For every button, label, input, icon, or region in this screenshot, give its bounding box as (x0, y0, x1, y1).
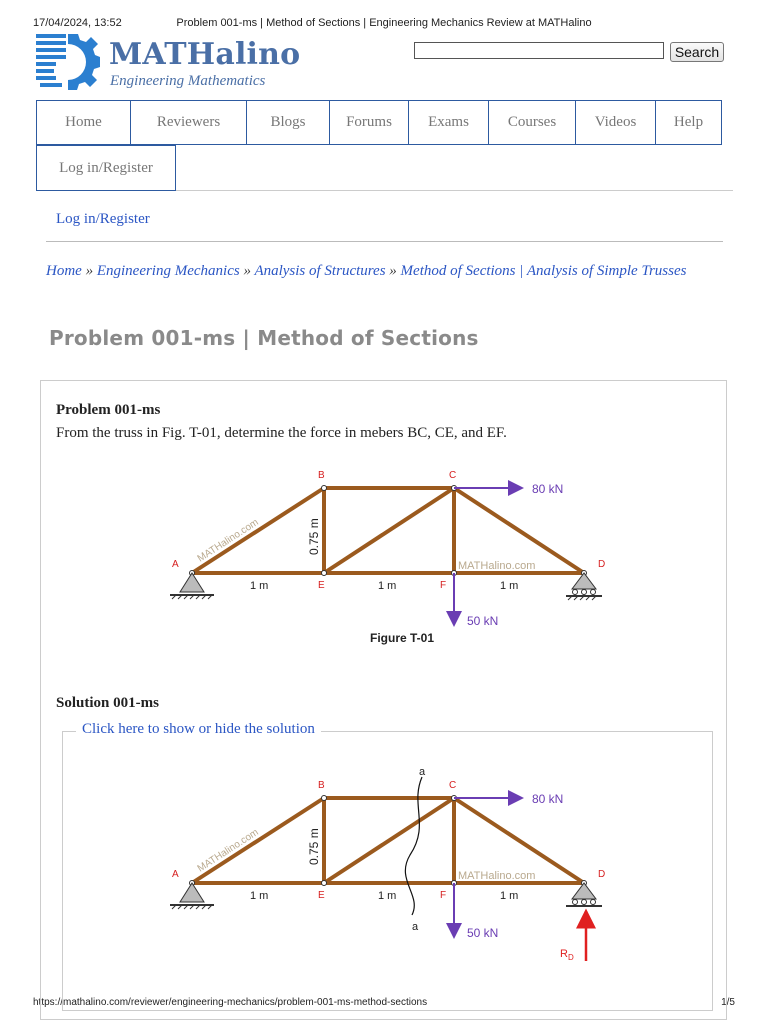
nav-divider (176, 190, 733, 191)
print-page-number: 1/5 (721, 997, 735, 1008)
span-label-3: 1 m (500, 890, 519, 902)
nav-item-reviewers[interactable]: Reviewers (130, 100, 247, 145)
divider (46, 241, 723, 242)
node-label-a: A (172, 559, 179, 570)
node-label-f: F (440, 890, 447, 901)
nav-item-videos[interactable]: Videos (575, 100, 656, 145)
span-label-1: 1 m (250, 890, 269, 902)
nav-item-help[interactable]: Help (655, 100, 722, 145)
solution-truss-figure (160, 765, 620, 965)
node-label-e: E (318, 580, 325, 591)
gear-logo-icon[interactable] (34, 32, 100, 92)
span-label-1: 1 m (250, 580, 269, 592)
print-header (0, 0, 768, 40)
nav-item-login-register[interactable]: Log in/Register (36, 145, 176, 191)
span-label-2: 1 m (378, 580, 397, 592)
toggle-solution-link[interactable]: Click here to show or hide the solution (76, 721, 321, 738)
roller-support-d (566, 573, 602, 600)
nav-item-blogs[interactable]: Blogs (246, 100, 330, 145)
truss-figure (160, 465, 620, 660)
load-label-horizontal: 80 kN (532, 482, 564, 496)
breadcrumb-analysis-of-structures[interactable]: Analysis of Structures (254, 263, 386, 279)
print-url[interactable]: https://mathalino.com/reviewer/engineering-mechanics/problem-001-ms-method-sections (33, 997, 428, 1008)
print-title: Problem 001-ms | Method of Sections | Engineering Mechanics Review at MATHalino (176, 17, 592, 29)
section-label-top: a (419, 766, 426, 778)
brand-name[interactable]: MATHalino (109, 37, 301, 72)
figure-caption: Figure T-01 (370, 631, 435, 645)
watermark: MATHalino.com (458, 870, 536, 882)
node-label-d: D (598, 869, 606, 880)
watermark: MATHalino.com (195, 826, 261, 875)
load-label-vertical: 50 kN (467, 926, 499, 940)
problem-heading: Problem 001-ms (56, 402, 161, 418)
section-label-bottom: a (412, 921, 419, 933)
print-date: 17/04/2024, 13:52 (33, 17, 122, 29)
node-label-c: C (449, 470, 457, 481)
node-label-a: A (172, 869, 179, 880)
breadcrumb-separator: » (85, 263, 94, 279)
height-label: 0.75 m (307, 828, 321, 865)
problem-text: From the truss in Fig. T-01, determine the force in mebers BC, CE, and EF. (56, 425, 507, 441)
search-input[interactable] (414, 42, 664, 59)
nav-item-home[interactable]: Home (36, 100, 131, 145)
search-button[interactable]: Search (670, 42, 724, 62)
node-label-e: E (318, 890, 325, 901)
load-label-vertical: 50 kN (467, 614, 499, 628)
breadcrumb-engineering-mechanics[interactable]: Engineering Mechanics (96, 263, 240, 279)
nav-item-forums[interactable]: Forums (329, 100, 409, 145)
breadcrumb-separator: » (389, 263, 397, 279)
pin-support-a (170, 883, 214, 909)
breadcrumb (46, 260, 736, 282)
breadcrumb-separator: » (243, 263, 251, 279)
node-label-f: F (440, 580, 447, 591)
page-title: Problem 001-ms | Method of Sections (49, 326, 479, 350)
breadcrumb-home[interactable]: Home (46, 263, 82, 279)
node-label-d: D (598, 559, 606, 570)
brand-tagline: Engineering Mathematics (110, 73, 266, 89)
nav-item-courses[interactable]: Courses (488, 100, 576, 145)
node-label-b: B (318, 780, 325, 791)
pin-support-a (170, 573, 214, 599)
roller-support-d (566, 883, 602, 906)
height-label: 0.75 m (307, 518, 321, 555)
watermark: MATHalino.com (458, 560, 536, 572)
reaction-label: $R_D$ (560, 948, 574, 962)
span-label-2: 1 m (378, 890, 397, 902)
watermark: MATHalino.com (195, 516, 261, 565)
span-label-3: 1 m (500, 580, 519, 592)
node-label-b: B (318, 470, 325, 481)
nav-item-exams[interactable]: Exams (408, 100, 489, 145)
login-register-link[interactable]: Log in/Register (56, 211, 150, 227)
solution-heading: Solution 001-ms (56, 695, 159, 711)
breadcrumb-method-of-sections[interactable]: Method of Sections | Analysis of Simple Trusses (400, 263, 687, 279)
node-label-c: C (449, 780, 457, 791)
load-label-horizontal: 80 kN (532, 792, 564, 806)
